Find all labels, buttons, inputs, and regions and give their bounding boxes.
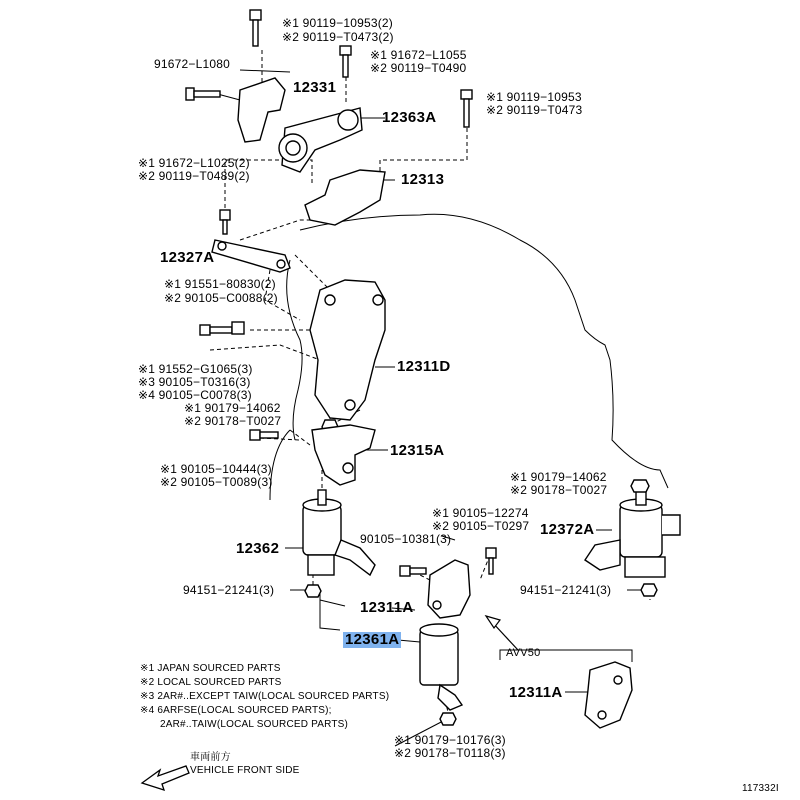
top-bolt: [250, 10, 261, 46]
callout-right-bolt-2: ※2 90119−T0473: [486, 103, 583, 117]
callout-stud-1: ※1 91552−G1065(3): [138, 362, 253, 376]
front-side-en: VEHICLE FRONT SIDE: [190, 765, 300, 776]
mount-12361A: [420, 624, 462, 710]
label-12361A[interactable]: 12361A: [345, 631, 400, 648]
callout-nut-upper-1: ※1 90179−14062: [184, 401, 281, 415]
figure-id: 117332I: [742, 783, 779, 794]
stud-bolt-left: [200, 325, 232, 335]
callout-top-bolt-2: ※2 90119−T0473(2): [282, 30, 394, 44]
label-avv50: AVV50: [506, 647, 541, 659]
stud-bolt-right: [232, 322, 244, 334]
legend-item-3: ※3 2AR#..EXCEPT TAIW(LOCAL SOURCED PARTS): [140, 691, 390, 702]
bracket-12311A-center: [428, 560, 470, 618]
label-94151-left: 94151−21241(3): [183, 583, 275, 597]
bracket-12331: [238, 78, 285, 142]
callout-nut-upper-2: ※2 90178−T0027: [184, 414, 282, 428]
label-12311A-right: 12311A: [509, 684, 563, 701]
label-90105-10381: 90105−10381(3): [360, 532, 452, 546]
nut-bottom: [440, 713, 456, 725]
lower-left-bolt: [250, 430, 278, 440]
bolt-1080: [186, 88, 220, 100]
callout-stud-4: ※4 90105−C0078(3): [138, 388, 252, 402]
callout-bolt-1055-2: ※2 90119−T0490: [370, 61, 467, 75]
callout-mid-right-bolt-2: ※2 90105−T0297: [432, 519, 530, 533]
callout-right-nut-1: ※1 90179−14062: [510, 470, 607, 484]
callout-mid-bolt-2: ※2 90105−C0088(2): [164, 291, 278, 305]
callout-left-bolt-1: ※1 91672−L1025(2): [138, 156, 250, 170]
direction-arrow-center: [486, 616, 518, 650]
label-91672-L1080: 91672−L1080: [154, 57, 230, 71]
label-94151-right: 94151−21241(3): [520, 583, 612, 597]
legend-item-4: ※4 6ARFSE(LOCAL SOURCED PARTS);: [140, 705, 332, 716]
label-12327A: 12327A: [160, 249, 215, 266]
bolt-10381: [400, 566, 426, 576]
bracket-12313: [305, 170, 385, 225]
callout-bottom-nut-2: ※2 90178−T0118(3): [394, 746, 506, 760]
left-bolt: [220, 210, 230, 234]
engine-outline-left: [270, 430, 290, 500]
callout-left-bolt-2: ※2 90119−T0489(2): [138, 169, 250, 183]
callout-mid-bolt-1: ※1 91551−80830(2): [164, 277, 276, 291]
label-12313: 12313: [401, 171, 445, 188]
label-12315A: 12315A: [390, 442, 445, 459]
legend-item-2: ※2 LOCAL SOURCED PARTS: [140, 677, 282, 688]
callout-lower-bolt-2: ※2 90105−T0089(3): [160, 475, 273, 489]
callout-bottom-nut-1: ※1 90179−10176(3): [394, 733, 506, 747]
callout-top-bolt-1: ※1 90119−10953(2): [282, 16, 393, 30]
label-12362: 12362: [236, 540, 280, 557]
callout-lower-bolt-1: ※1 90105−10444(3): [160, 462, 272, 476]
bracket-12311A-right: [585, 662, 632, 728]
mount-12372A: [585, 488, 680, 577]
nut-94151-right: [641, 584, 657, 596]
callout-bolt-1055-1: ※1 91672−L1055: [370, 48, 467, 62]
label-12363A: 12363A: [382, 109, 437, 126]
nut-94151-left: [305, 585, 321, 597]
legend-item-1: ※1 JAPAN SOURCED PARTS: [140, 663, 281, 674]
legend-item-5: 2AR#..TAIW(LOCAL SOURCED PARTS): [160, 719, 349, 730]
front-side-jp: 車両前方: [190, 752, 231, 763]
callout-mid-right-bolt-1: ※1 90105−12274: [432, 506, 529, 520]
label-12311D: 12311D: [397, 358, 451, 375]
callout-right-nut-2: ※2 90178−T0027: [510, 483, 608, 497]
vehicle-front-arrow: [142, 766, 189, 790]
label-12372A: 12372A: [540, 521, 595, 538]
label-12311A-center: 12311A: [360, 599, 414, 616]
callout-stud-3: ※3 90105−T0316(3): [138, 375, 251, 389]
nut-right-top: [631, 480, 649, 492]
callout-right-bolt-1: ※1 90119−10953: [486, 90, 582, 104]
bolt-mid-right: [486, 548, 496, 574]
label-12331: 12331: [293, 79, 337, 96]
right-top-bolt: [461, 90, 472, 127]
bolt-1055: [340, 46, 351, 77]
bracket-12315A: [312, 425, 375, 485]
